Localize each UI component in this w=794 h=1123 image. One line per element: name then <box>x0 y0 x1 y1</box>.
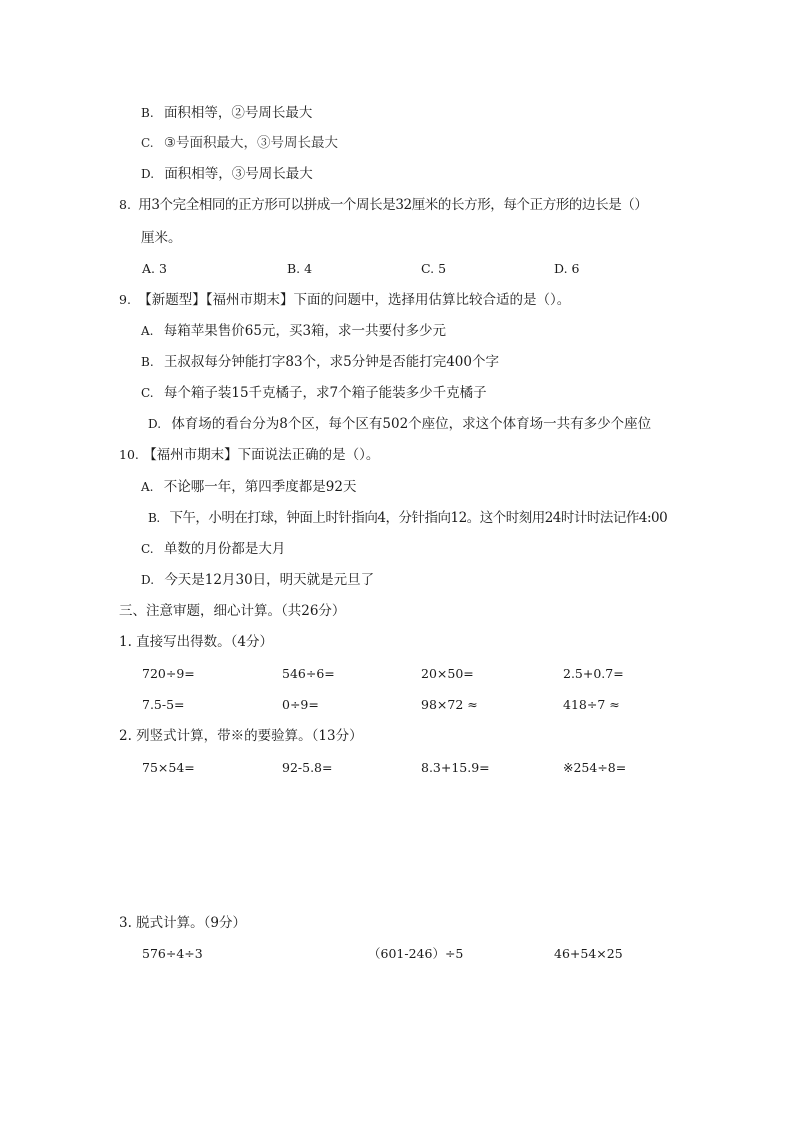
q9-option-c <box>141 384 487 402</box>
option-text: 面积相等，②号周长最大 <box>163 105 313 121</box>
q8-choice-c: C. 5 <box>421 261 447 276</box>
option-text: 每箱苹果售价65元，买3箱，求一共要付多少元 <box>163 323 447 339</box>
option-label: C. <box>141 386 154 400</box>
q8-choice-a: A. 3 <box>142 261 167 276</box>
q10-option-c <box>141 540 285 558</box>
option-text: 今天是12月30日，明天就是元旦了 <box>164 572 375 588</box>
s3-q1-r2-c2: 0÷9= <box>282 697 319 712</box>
section-3-title: 三、注意审题，细心计算。（共26分） <box>119 603 346 619</box>
q7-option-c <box>141 134 338 152</box>
option-text: 王叔叔每分钟能打字83个，求5分钟是否能打完400个字 <box>163 354 499 370</box>
q8-choice-d: D. 6 <box>554 261 580 276</box>
q9-option-b <box>141 353 499 371</box>
s3-q2-title: 2. 列竖式计算，带※的要验算。（13分） <box>119 728 363 744</box>
option-label: A. <box>141 324 154 338</box>
option-label: B. <box>148 511 160 525</box>
option-text: 下午，小明在打球，钟面上时针指向4，分针指向12。这个时刻用24时计时法记作4:00 <box>169 510 668 526</box>
question-number: 10. <box>119 447 139 462</box>
q10-option-d <box>141 571 374 589</box>
s3-q3-c3: 46+54×25 <box>554 946 623 961</box>
option-label: B. <box>141 106 154 120</box>
question-number: 8. <box>119 197 131 212</box>
q10-stem <box>119 446 379 464</box>
question-text: 用3个完全相同的正方形可以拼成一个周长是32厘米的长方形，每个正方形的边长是（） <box>138 197 648 213</box>
option-label: B. <box>141 355 154 369</box>
q8-stem-continued: 厘米。 <box>141 230 182 246</box>
option-label: C. <box>141 136 154 150</box>
option-label: D. <box>141 573 155 587</box>
q10-option-a <box>141 478 356 496</box>
question-number: 9. <box>119 292 131 307</box>
s3-q1-r1-c1: 720÷9= <box>142 666 195 681</box>
question-text: 【福州市期末】下面说法正确的是（）。 <box>143 447 380 463</box>
option-text: ③号面积最大，③号周长最大 <box>163 135 338 151</box>
q9-stem <box>119 291 570 309</box>
option-label: A. <box>141 480 154 494</box>
option-label: C. <box>141 542 154 556</box>
option-text: 面积相等，③号周长最大 <box>164 166 313 182</box>
s3-q1-r2-c1: 7.5-5= <box>142 697 185 712</box>
q7-option-b <box>141 104 312 122</box>
s3-q2-c4: ※254÷8= <box>563 760 627 775</box>
q9-option-d <box>148 415 651 433</box>
s3-q1-r2-c4: 418÷7 ≈ <box>563 697 620 712</box>
s3-q1-r1-c2: 546÷6= <box>282 666 335 681</box>
s3-q2-c1: 75×54= <box>142 760 195 775</box>
q9-option-a <box>141 322 446 340</box>
option-text: 每个箱子装15千克橘子，求7个箱子能装多少千克橘子 <box>163 385 487 401</box>
option-text: 不论哪一年，第四季度都是92天 <box>163 479 357 495</box>
s3-q1-title: 1. 直接写出得数。（4分） <box>119 634 274 650</box>
s3-q3-c2: （601-246）÷5 <box>368 946 464 961</box>
s3-q2-c3: 8.3+15.9= <box>421 760 490 775</box>
s3-q1-r1-c3: 20×50= <box>421 666 474 681</box>
q8-choice-b: B. 4 <box>287 261 313 276</box>
s3-q2-c2: 92-5.8= <box>282 760 333 775</box>
q10-option-b <box>148 509 667 527</box>
q7-option-d <box>141 165 313 183</box>
s3-q1-r2-c3: 98×72 ≈ <box>421 697 478 712</box>
s3-q3-title: 3. 脱式计算。（9分） <box>119 915 247 931</box>
option-label: D. <box>141 167 155 181</box>
option-text: 单数的月份都是大月 <box>163 541 286 557</box>
s3-q1-r1-c4: 2.5+0.7= <box>563 666 624 681</box>
question-text: 【新题型】【福州市期末】下面的问题中，选择用估算比较合适的是（）。 <box>138 292 571 308</box>
s3-q3-c1: 576÷4÷3 <box>142 946 203 961</box>
q8-stem <box>119 196 648 214</box>
option-label: D. <box>148 417 162 431</box>
option-text: 体育场的看台分为8个区，每个区有502个座位，求这个体育场一共有多少个座位 <box>171 416 652 432</box>
